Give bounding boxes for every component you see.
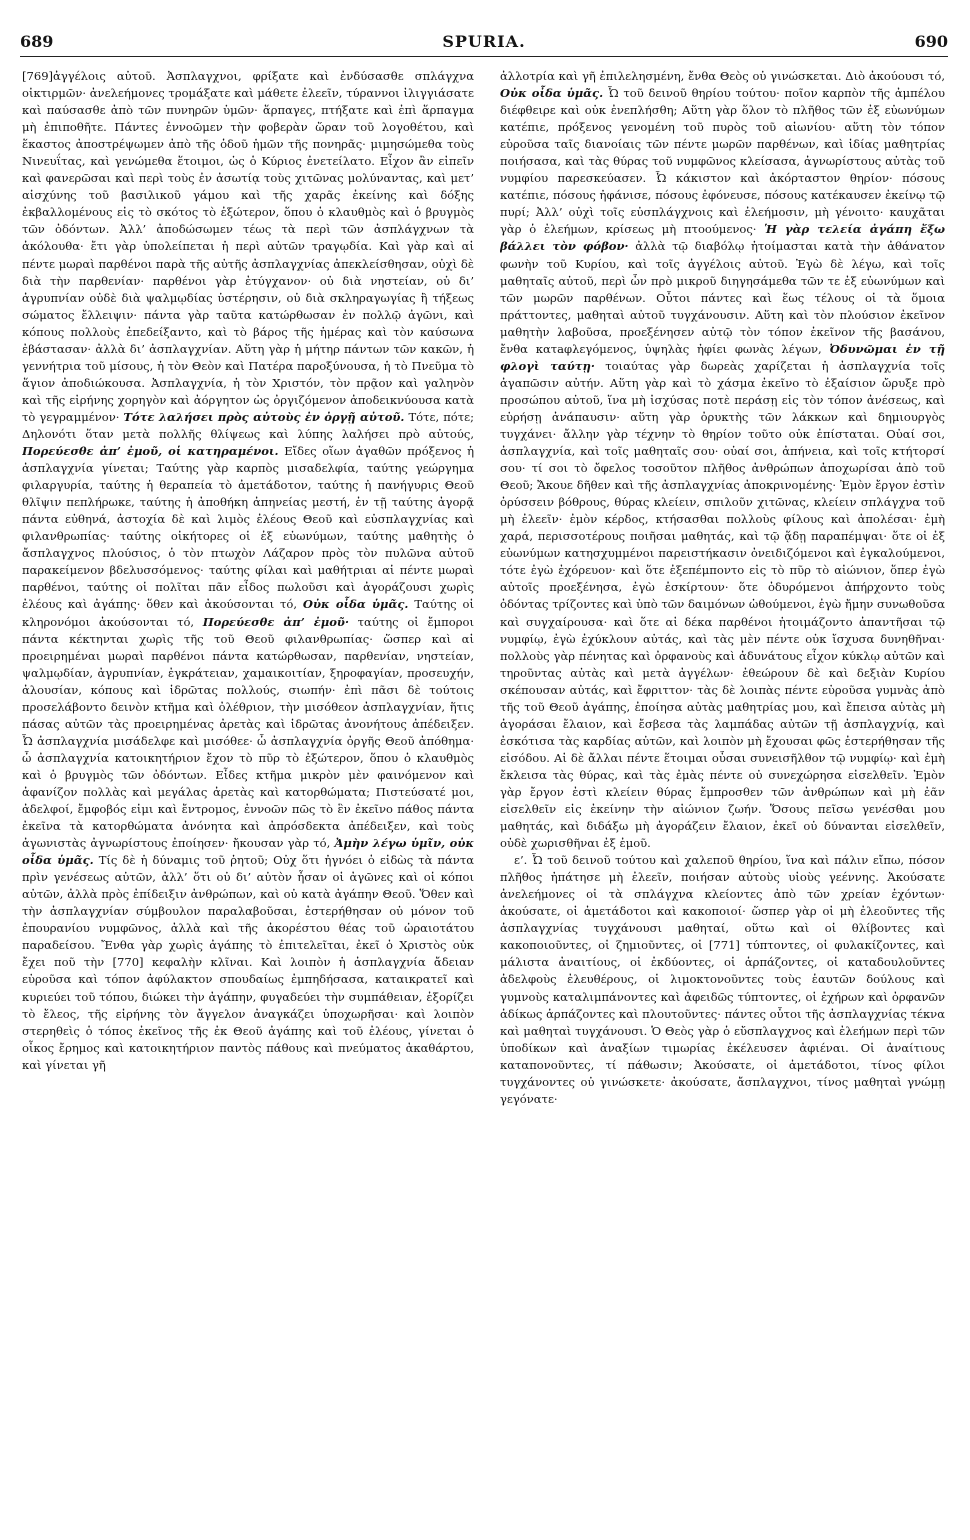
scripture-quote: Ἀμὴν λέγω ὑμῖν, οὐκ οἶδα ὑμᾶς.: [22, 836, 474, 868]
right-text-3: ἀλλὰ τῷ διαβόλῳ ἡτοίμασται κατὰ τὴν ἀθάνατον φωνὴν τοῦ Κυρίου, καὶ τοῖς ἀγγέλοις αὐτοῦ. Ἐγὼ δὲ λέγω, καὶ τοῖς μαθηταῖς αὐτοῦ, περὶ ὧν πρὸ μικροῦ διηγησάμεθα τῶν τε ἐξ εὐωνύμων καὶ τῶν μωρῶν παρθένων. Οὗτοι πάντες καὶ ἕως τέλους οἱ τὰ ὅμοια πράττοντες, μαθηταὶ αὐτοῦ τυγχάνουσιν. Αὕτη καὶ τὸν πλούσιον ἐκεῖνον μαθητὴν λαβοῦσα, προεξένησεν αὐτῷ τὸν τόπον ἐκεῖνον τῆς βασάνου, ἔνθα κατaφλεγόμενος, ὑψηλὰς ἠφίει φωνὰς λέγων,: [500, 239, 945, 356]
left-text-4: Ταύτης οἱ κληρονόμοι ἀκούσονται τό,: [22, 597, 474, 629]
scripture-quote: Οὐκ οἶδα ὑμᾶς.: [302, 597, 409, 612]
running-title: SPURIA.: [442, 32, 526, 51]
right-paragraph-section-5: [500, 852, 945, 1108]
scripture-quote: Ὀδυνῶμαι ἐν τῇ φλογὶ ταύτῃ·: [500, 341, 945, 373]
left-text-2: Τότε, πότε; Δηλονότι ὅταν μετὰ πολλῆς θλίψεως καὶ λύπης λαλήσει πρὸ αὐτούς,: [22, 409, 474, 441]
left-text-3: Εἴδες οἵων ἀγαθῶν πρόξενος ἡ ἀσπλαγχνία γίνεται; Ταύτης γὰρ καρπὸς μισαδελφία, ταύτης γεώργημα φιλαργυρία, ταύτης ἡ θεραπεία τὸ ἀμετάδοτον, ταύτης ἡ πανήγυρις Θεοῦ θλῖψιν πεπλήρωκε, ταύτης ἡ ἀποθήκη ἀπηνείας μεστή, ἐν τῇ ταύτης ἀγορᾷ πάντα εὐθηνά, ἀστοχία δὲ καὶ λιμὸς ἐλέους Θεοῦ καὶ εὐσπλαγχνίας καὶ φιλανθρωπίας· ταύτης οἰκήτορες οἱ ἐξ εὐωνύμων, ταύτης μαθητὴς ὁ ἄσπλαγχνος πλούσιος, ὁ τὸν πτωχὸν Λάζαρον πρὸς τὸν πυλῶνα αὐτοῦ παρακείμενον βδελυσσόμενος· ταύτης φίλαι καὶ μαθήτριαι αἱ πέντε μωραὶ παρθένοι, ταύτης οἱ πολῖται πᾶν εἶδος πωλοῦσι καὶ ἀγοράζουσι χωρὶς ἐλέους καὶ ἀγάπης· ὅθεν καὶ ἀκούσονται τό,: [22, 444, 474, 612]
left-text-5: ταύτης οἱ ἔμποροι πάντα κέκτηνται χωρὶς τῆς τοῦ Θεοῦ φιλανθρωπίας· ὥσπερ καὶ αἱ προειρημέναι μωραὶ παρθένοι πάντα κατώρθωσαν, παρθενίαν, νηστείαν, ψαλμῳδίαν, ἀγρυπνίαν, ἐγκράτειαν, χαμαικοιτίαν, ξηροφαγίαν, προσευχήν, ἀλουσίαν, κόπους καὶ ἱδρῶτας πολλούς, σιωπήν· ἐπὶ πᾶσι δὲ τούτοις προσελάβοντο δεινὸν κτῆμα καὶ ὀλέθριον, τὴν μισόθεον ἀσπλαγχνίαν, ἥτις πάσας αὐτῶν τὰς προειρημένας ἀρετὰς καὶ ἱδρῶτας ἀνονήτους ἀπέδειξεν. Ὦ ἀσπλαγχνία μισάδελφε καὶ μισόθεε· ὦ ἀσπλαγχνία ὀργῆς Θεοῦ ἀπόθημα· ὦ ἀσπλαγχνία κατοικητήριον ἔχον τὸ πῦρ τὸ ἐξώτερον, ὅπου ὁ κλαυθμὸς καὶ ὁ βρυγμὸς τῶν ὀδόντων. Εἶδες κτῆμα μικρὸν μὲν φαινόμενον καὶ ἀφανίζον πολλὰς καὶ μεγάλας ἀρετὰς καὶ κατορθώματα; Πιστεύσατέ μοι, ἀδελφοί, ἔμφοβός εἰμι καὶ ἔντρομος, ἐννοῶν πῶς τὸ ἓν ἐκεῖνο πάθος πάντα ἐκεῖνα τὰ κατορθώματα ἀνόνητα καὶ ἀπρόσδεκτα ἀπέδειξεν, καὶ τοὺς ἀγωνιστὰς ἀγνωρίστους ἐποίησεν· ἤκουσαν γὰρ τό,: [22, 614, 474, 851]
scripture-quote: Τότε λαλήσει πρὸς αὐτοὺς ἐν ὀργῇ αὐτοῦ.: [123, 409, 405, 424]
right-text-5: ε’. Ὦ τοῦ δεινοῦ τούτου καὶ χαλεποῦ θηρίου, ἵνα καὶ πάλιν εἴπω, πόσον πλῆθος ἠπάτησε μὴ ἐλεεῖν, ποιήσαν αὐτοὺς υἱοὺς γεέννης. Ἀκούσατε ἀνελεήμονες οἱ τὰ σπλάγχνα κλείοντες ἀπὸ τῶν χρείαν ἐχόντων· ἀκούσατε, οἱ ἀμετάδοτοι καὶ κακοποιοί· ὥσπερ γὰρ οἱ μὴ ἐλεοῦντες τῆς ἀσπλαγχνίας τυγχάνουσι μαθηταί, οὕτω καὶ οἱ θλίβοντες καὶ κακοποιοῦντες, οἱ ζημιοῦντες, οἱ [771] τύπτοντες, οἱ φυλακίζοντες, καὶ μάλιστα ἀναιτίους, οἱ ἐκδύοντες, οἱ ἁρπάζοντες, οἱ καταδουλοῦντες ἀδελφοὺς ἐλευθέρους, οἱ λιμοκτονοῦντες τοὺς ἑαυτῶν δούλους καὶ γυμνοὺς καταλιμπάνοντες καὶ ἀφειδῶς τύπτοντες, οἱ ἐχήρων καὶ ὀρφανῶν ἀδίκως ἁρπάζοντες καὶ πλουτοῦντες· πάντες οὗτοι τῆς ἀσπλαγχνίας τέκνα καὶ μαθηταὶ τυγχάνουσι. Ὁ Θεὸς γὰρ ὁ εὔσπλαγχνος καὶ ἐλεήμων περὶ τῶν ὑποδίκων καὶ ἀναξίων τιμωρίας ἐκέλευσεν ἀφιέναι. Οἱ ἀναίτιους καταπονοῦντες, τί πάθωσιν; Ἀκούσατε, οἱ ἀμετάδοτοι, τίνος φίλοι τυγχάνοντες οὐ γινώσκετε· ἀκούσατε, ἄσπλαγχνοι, τίνος μαθηταὶ γνώμῃ γεγόνατε·: [500, 853, 945, 1106]
right-text-4: τοιαύτας γὰρ δωρεὰς χαρίζεται ἡ ἀσπλαγχνία τοῖς ἀγαπῶσιν αὐτήν. Αὕτη γὰρ καὶ τὸ χάσμα ἐκεῖνο τὸ ἐξαίσιον ὤρυξε πρὸ προσώπου αὐτοῦ, ἵνα μὴ ἰσχύσας ποτὲ περάσῃ εἰς τὸν τόπον ἀνέσεως, καὶ εὑρήσῃ ἀνάπαυσιν· αὕτη γὰρ ὀρυκτὴς τῶν λάκκων καὶ δημιουργὸς τυγχάνει· ἄλλην γὰρ τέχνην τὸ θηρίον τοῦτο οὐκ ἐπίσταται. Οὐαί σοι, ἀσπλαγχνία, καὶ τοῖς μαθηταῖς σου· οὐαί σοι, ἀπήνεια, καὶ τοῖς κτήτορσί σου· τί σοι τὸ ὄφελος τοσοῦτον πλῆθος ἀνθρώπων ἀποχωρίσαι ἀπὸ τοῦ Θεοῦ; Ἄκουε δῆθεν καὶ τῆς ἀσπλαγχνίας ἀποκρινομένης· Ἐμὸν ἔργον ἐστὶν ὀρύσσειν βόθρους, θύρας κλείειν, σπιλοῦν χιτῶνας, κλείειν σπλάγχνα τοῦ μὴ ἐλεεῖν· ἐμὸν κέρδος, κτήσασθαι πολλοὺς φίλους καὶ ἀπολέσαι· ἐμὴ χαρά, περισσοτέρους ποιῆσαι μαθητάς, καὶ τῷ ᾅδῃ παραπέμψαι· ὅτε οἱ ἐξ εὐωνύμων κατησχυμμένοι παρειστήκασιν ὀνειδιζόμενοι καὶ ἐγκαλούμενοι, τότε ἐγὼ ἐχόρευον· καὶ ὅτε ἐξεπέμποντο εἰς τὸ πῦρ τὸ αἰώνιον, ὅπερ ἐγὼ αὐτοῖς προεξένησα, ἐγὼ ἐσκίρτουν· ὅτε ὀδυρόμενοι ἀπήρχοντο τοὺς ὀδόντας τρίζοντες καὶ ὑπὸ τῶν δαιμόνων ὠθούμενοι, ἐγὼ ἤμην συνωθοῦσα καὶ συγχαίρουσα· καὶ ὅτε αἱ δέκα παρθένοι ἡτοιμάζοντο ἀπαντῆσαι τῷ νυμφίῳ, ἐγὼ ἐχύκλουν αὐτάς, καὶ τὰς μὲν πέντε οὐκ ἴσχυσα δυνηθῆναι· πολλοὺς γὰρ πένητας καὶ ὀρφανοὺς καὶ ἀδυνάτους εἶχον κύκλῳ αὐτῶν καὶ τηροῦντας αὐτὰς καὶ μετὰ ἀγγέλων· ἐθεώρουν δὲ καὶ δεξιὰν Κυρίου σκέπουσαν αὐτάς, καὶ ἔφριττον· τὰς δὲ λοιπὰς πέντε εὑροῦσα γυμνὰς ἀπὸ τῆς τοῦ Θεοῦ ἀγάπης, ἐποίησα αὐτὰς μαθητρίας μου, καὶ ἔπεισα αὐτὰς μὴ ἀγοράσαι ἔλαιον, καὶ ἔσβεσα τὰς λαμπάδας αὐτῶν τῇ ἀσπλαγχνίᾳ, καὶ ἐσκότισα τὰς καρδίας αὐτῶν, καὶ λοιπὸν μὴ ἔχουσαι φῶς ἐστερήθησαν τῆς εἰσόδου. Αἱ δὲ ἄλλαι πέντε ἕτοιμαι οὖσαι συνεισῆλθον τῷ νυμφίῳ· καὶ ἐμὴ ἔκλεισα τὰς θύρας, καὶ τὰς ἐμὰς πέντε οὐ συνεχώρησα εἰσελθεῖν. Ἐμὸν γὰρ ἔργον ἐστὶ κλείειν θύρας ἔμπροσθεν τῶν ἀνθρώπων καὶ μὴ ἐᾶν εἰσελθεῖν εἰς ἐκείνην τὴν αἰώνιον ζωήν. Ὅσους πεῖσω γενέσθαι μου μαθητάς, καὶ διδάξω μὴ ἀγοράζειν ἔλαιον, ἐκεῖ οὐ δύνανται εἰσελθεῖν, οὐδὲ χωρισθῆναι ἐξ ἐμοῦ.: [500, 358, 945, 851]
right-paragraph: [500, 68, 945, 852]
scripture-quote: Οὐκ οἶδα ὑμᾶς.: [500, 86, 604, 101]
page-number-left: 689: [20, 32, 54, 51]
page-header: [20, 30, 948, 57]
scripture-quote: Πορεύεσθε ἀπ’ ἐμοῦ·: [202, 614, 349, 629]
left-paragraph: [22, 68, 474, 1074]
left-column: [22, 68, 474, 1530]
left-text-1: [769]ἀγγέλοις αὐτοῦ. Ἀσπλαγχνοι, φρίξατε καὶ ἐνδύσασθε σπλάγχνα οἰκτιρμῶν· ἀνελεήμονες τρομάξατε καὶ μάθετε ἐλεεῖν, τύραννοι ἰλιγγιάσατε καὶ παύσασθε ἀπὸ τῶν πυνηρῶν ὑμῶν· ἅρπαγες, πτήξατε καὶ ἐπὶ ἅρπαγμα μὴ ἐπιποθῆτε. Πάντες ἐννοῶμεν τὴν φοβερὰν ὥραν τοῦ λογοθέτου, καὶ ἕκαστος ἀποστρέψωμεν ἀπὸ τῆς ὁδοῦ ἡμῶν τῆς πονηρᾶς· μιμησώμεθα τοὺς Νινευΐτας, καὶ γενώμεθα ἕτοιμοι, ὡς ὁ Κύριος ἐνετείλατο. Εἶχον ἂν εἰπεῖν καὶ φανερῶσαι καὶ περὶ τοὺς ἐν ἀσωτίᾳ τοὺς χιτῶνας μολύναντας, καὶ μετ’ αἰσχύνης τοῦ βασιλικοῦ γάμου καὶ τῆς χαρᾶς ἐκείνης καὶ δόξης ἐκβαλλομένους εἰς τὸ σκότος τὸ ἐξώτερον, ὅπου ὁ κλαυθμὸς καὶ ὁ βρυγμὸς τῶν ὀδόντων. Ἀλλ’ ἀποδώσωμεν τέως τὰ περὶ τῶν ἀσπλάγχνων τὰ ἀκόλουθα· ἔτι γὰρ ὑπολείπεται ἡ περὶ αὐτῶν τραγῳδία. Καὶ γὰρ καὶ αἱ πέντε μωραὶ παρθένοι παρὰ τῆς αὐτῆς ἀσπλαγχνίας ἀπεκλείσθησαν, οὐχὶ δὲ διὰ τὴν παρθενίαν· παρθένοι γὰρ ἐτύγχανον· οὐ διὰ νηστείαν, οὐ δι’ ἀγρυπνίαν οὐδὲ διὰ ψαλμῳδίας ὑστέρησιν, οὐ διὰ σκληραγωγίας ἢ τήξεως σώματος ἔλλειψιν· πάντα γὰρ ταῦτα κατώρθωσαν ἐν πολλῷ ἀγῶνι, καὶ κόπους πολλοὺς ἐπεδείξαντο, καὶ τὸ βάρος τῆς ἡμέρας καὶ τὸν καύσωνα ἐβάστασαν· ἀλλὰ δι’ ἀσπλαγχνίαν. Αὕτη γὰρ ἡ μήτηρ πάντων τῶν κακῶν, ἡ γεννήτρια τοῦ μίσους, ἡ τὸν Θεὸν καὶ Πατέρα παροξύνουσα, ἡ τὸ Πνεῦμα τὸ ἅγιον ἀποδιώκουσα. Ἀσπλαγχνία, ἡ τὸν Χριστόν, τὸν πρᾷον καὶ γαληνὸν καὶ τῆς εἰρήνης χορηγὸν καὶ ἀόργητον ὡς ὀργιζόμενον ἀποδεικνύουσα κατὰ τὸ γεγραμμένον·: [22, 69, 474, 424]
page-number-right: 690: [914, 32, 948, 51]
right-text-2: Ὦ τοῦ δεινοῦ θηρίου τούτου· ποῖον καρπὸν τῆς ἀμπέλου διέφθειρε καὶ οὐκ ἐνεπλήσθη; Αὕτη γὰρ ὅλον τὸ πλῆθος τῶν ἐξ εὐωνύμων κατέπιε, πρόξενος γενομένη τοῦ πυρὸς τοῦ αἰωνίου· αὕτη τὸν τόπον εὑροῦσα ταῖς διανοίαις τῶν πέντε μωρῶν παρθένων, καὶ ἰδίας μαθητρίας ποιήσασα, καὶ τὰς θύρας τοῦ νυμφῶνος κλείσασα, ἀγνωρίστους αὐτὰς τοῦ νυμφίου παρεσκεύασεν. Ὦ κάκιστον καὶ ἀκόρταστον θηρίον· πόσους κατέπιε, πόσους ἠφάνισε, πόσους ἐφόνευσε, πόσους κατέκαυσεν ἐκείνῳ τῷ πυρί; Ἀλλ’ οὐχὶ τοῖς εὐσπλάγχνοις καὶ ἐλεήμοσιν, μὴ γένοιτο· καυχᾶται γὰρ ὁ ἐλεήμων, κρίσεως μὴ πτοούμενος·: [500, 86, 945, 237]
left-text-6: Τίς δὲ ἡ δύναμις τοῦ ῥητοῦ; Οὐχ ὅτι ἠγνόει ὁ εἰδὼς τὰ πάντα πρὶν γενέσεως αὐτῶν, ἀλλ’ ὅτι οὐ δι’ αὐτὸν ἦσαν οἱ ἀγῶνες καὶ οἱ κόποι αὐτῶν, ἀλλὰ πρὸς ἐπίδειξιν ἀνθρώπων, καὶ οὐ κατὰ ἀγάπην Θεοῦ. Ὅθεν καὶ τὴν ἀσπλαγχνίαν σύμβουλον παραλαβοῦσαι, ἐστερήθησαν οὐ μόνον τοῦ ἐπουρανίου νυμφῶνος, ἀλλὰ καὶ τῆς ἀκορέστου θέας τοῦ ὡραιοτάτου παραδείσου. Ἔνθα γὰρ χωρὶς ἀγάπης τὸ ἐπιτελεῖται, ἐκεῖ ὁ Χριστὸς οὐκ ἔχει ποῦ τὴν [770] κεφαλὴν κλῖναι. Καὶ λοιπὸν ἡ ἀσπλαγχνία ἄδειαν εὑροῦσα καὶ τόπον ἀφύλακτον σπουδαίως ἐμπηδήσασα, καταικρατεῖ καὶ κυριεύει τοῦ τόπου, διώκει τὴν ἀγάπην, φυγαδεύει τὴν συμπάθειαν, ἐξορίζει τὸ ἔλεος, τῆς εἰρήνης τὸν ἄγγελον ἀναγκάζει ὑποχωρῆσαι· καὶ λοιπὸν στερηθεὶς ὁ τόπος ἐκεῖνος τῆς ἐκ Θεοῦ ἀγάπης καὶ τοῦ ἐλέους, γίνεται ὁ οἶκος ἔρημος καὶ κατοικητήριον παντὸς πάθους καὶ πνεύματος ἀκαθάρτου, καὶ γίνεται γῆ: [22, 853, 474, 1072]
scripture-quote: Πορεύεσθε ἀπ’ ἐμοῦ, οἱ κατηραμένοι.: [22, 444, 279, 459]
scripture-quote: Ἡ γὰρ τελεία ἀγάπη ἔξω βάλλει τὸν φόβον·: [500, 222, 945, 254]
right-column: [500, 68, 945, 1530]
right-text-1: ἀλλοτρία καὶ γῆ ἐπιλελησμένη, ἔνθα Θεὸς οὐ γινώσκεται. Διὸ ἀκούουσι τό,: [500, 69, 945, 83]
